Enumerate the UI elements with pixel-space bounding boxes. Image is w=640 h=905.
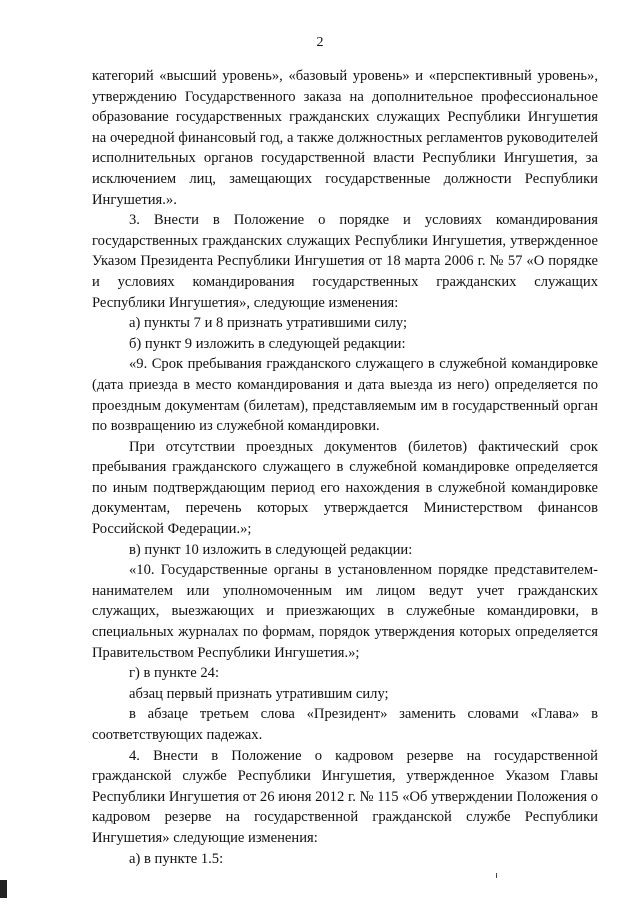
- paragraph-continuation: категорий «высший уровень», «базовый уровень» и «перспективный уровень», утверждению Государственного заказа на дополнительное профессиональное образование государственных гражданских служащих Республики Ингушетия на очередной финансовый год, а также должностных регламентов руководителей исполнительных органов государственной власти Республики Ингушетия, за исключением лиц, замещающих государственные должности Республики Ингушетия.».: [92, 68, 598, 208]
- paragraph-clause-9-continued: При отсутствии проездных документов (билетов) фактический срок пребывания гражданского служащего в служебной командировке определяется по иным подтверждающим период его нахождения в служебной командировке документам, перечень которых утверждается Министерством финансов Российской Федерации.»;: [92, 438, 598, 538]
- paragraph-subitem-a: а) пункты 7 и 8 признать утратившими силу;: [129, 315, 408, 332]
- paragraph-subitem-a-item-4: а) в пункте 1.5:: [129, 850, 224, 867]
- scan-artifact-mark: [496, 873, 497, 878]
- paragraph-first-subparagraph: абзац первый признать утратившим силу;: [129, 685, 389, 702]
- paragraph-subitem-v: в) пункт 10 изложить в следующей редакции:: [129, 541, 413, 558]
- page-number: 2: [316, 35, 324, 50]
- document-body: [92, 66, 598, 869]
- paragraph-item-3: 3. Внести в Положение о порядке и условиях командирования государственных гражданских служащих Республики Ингушетия, утвержденное Указом Президента Республики Ингушетия от 18 марта 2006 г. № 57 «О порядке и условиях командирования государственных гражданских служащих Республики Ингушетия», следующие изменения:: [92, 212, 598, 311]
- paragraph-subitem-b: б) пункт 9 изложить в следующей редакции:: [129, 335, 406, 352]
- paragraph-clause-9: «9. Срок пребывания гражданского служащего в служебной командировке (дата приезда в место командирования и дата выезда из него) определяется по проездным документам (билетам), представляемым им в государственный орган по возвращению из служебной командировки.: [92, 356, 598, 435]
- paragraph-third-subparagraph: в абзаце третьем слова «Президент» заменить словами «Глава» в соответствующих падежах.: [92, 706, 598, 743]
- paragraph-clause-10: «10. Государственные органы в установленном порядке представителем-нанимателем или уполномоченным им лицом ведут учет гражданских служащих, выезжающих и приезжающих в служебные командировки, в специальных журналах по формам, порядок утверждения которых определяется Правительством Республики Ингушетия.»;: [92, 562, 598, 661]
- paragraph-subitem-g: г) в пункте 24:: [129, 665, 219, 682]
- paragraph-item-4: 4. Внести в Положение о кадровом резерве на государственной гражданской службе Республики Ингушетия, утвержденное Указом Главы Республики Ингушетия от 26 июня 2012 г. № 115 «Об утверждении Положения о кадровом резерве на государственной гражданской службе Республики Ингушетия» следующие изменения:: [92, 747, 598, 846]
- scan-artifact-mark: [0, 880, 7, 898]
